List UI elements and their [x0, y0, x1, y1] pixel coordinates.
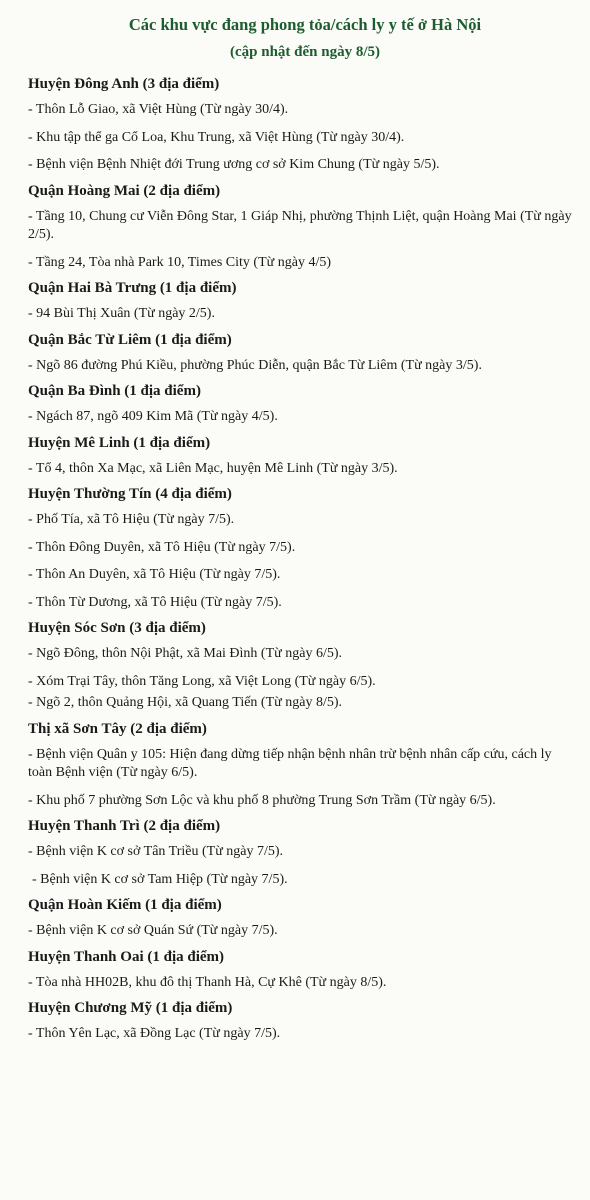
- location-entry: - Thôn Lỗ Giao, xã Việt Hùng (Từ ngày 30/4).: [28, 102, 289, 117]
- location-entry: - Thôn Từ Dương, xã Tô Hiệu (Từ ngày 7/5).: [28, 594, 282, 610]
- district-heading: Huyện Thường Tín (4 địa điểm): [28, 486, 232, 502]
- location-entry: - Khu tập thể ga Cổ Loa, Khu Trung, xã Việt Hùng (Từ ngày 30/4).: [28, 129, 405, 145]
- location-entry: - Khu phố 7 phường Sơn Lộc và khu phố 8 phường Trung Sơn Trầm (Từ ngày 6/5).: [28, 792, 496, 808]
- location-entry: - Bệnh viện K cơ sở Tân Triều (Từ ngày 7/5).: [28, 844, 284, 859]
- district-section: [28, 429, 572, 479]
- district-section: [28, 326, 572, 376]
- location-entry: - 94 Bùi Thị Xuân (Từ ngày 2/5).: [28, 306, 215, 321]
- district-section: [28, 480, 572, 612]
- district-heading: Huyện Sóc Sơn (3 địa điểm): [28, 620, 206, 636]
- location-entry: - Bệnh viện Quân y 105: Hiện đang dừng tiếp nhận bệnh nhân trừ bệnh nhân cấp cứu, cách ly toàn Bệnh viện (Từ ngày 6/5).: [28, 746, 552, 780]
- district-heading: Quận Hoàng Mai (2 địa điểm): [28, 182, 221, 199]
- location-entry: - Xóm Trại Tây, thôn Tăng Long, xã Việt Long (Từ ngày 6/5).: [28, 673, 376, 689]
- location-entry: - Thôn An Duyên, xã Tô Hiệu (Từ ngày 7/5).: [28, 567, 281, 582]
- district-heading: Huyện Chương Mỹ (1 địa điểm): [28, 1000, 233, 1016]
- location-entry: - Tổ 4, thôn Xa Mạc, xã Liên Mạc, huyện Mê Linh (Từ ngày 3/5).: [28, 460, 398, 476]
- location-entry: - Ngõ Đông, thôn Nội Phật, xã Mai Đình (Từ ngày 6/5).: [28, 646, 342, 661]
- district-heading: Quận Bắc Từ Liêm (1 địa điểm): [28, 331, 232, 348]
- page-title: Các khu vực đang phong tỏa/cách ly y tế ở Hà Nội: [128, 15, 482, 34]
- district-section: [28, 715, 572, 811]
- district-section: [28, 377, 572, 427]
- district-heading: Quận Hoàn Kiếm (1 địa điểm): [28, 897, 222, 913]
- location-entry: - Ngõ 86 đường Phú Kiều, phường Phúc Diễn, quận Bắc Từ Liêm (Từ ngày 3/5).: [28, 357, 482, 373]
- district-section: [28, 943, 572, 993]
- location-entry: - Tầng 10, Chung cư Viễn Đông Star, 1 Giáp Nhị, phường Thịnh Liệt, quận Hoàng Mai (Từ ngày 2/5).: [28, 208, 572, 242]
- district-heading: Huyện Đông Anh (3 địa điểm): [28, 76, 220, 92]
- location-entry: - Bệnh viện Bệnh Nhiệt đới Trung ương cơ sở Kim Chung (Từ ngày 5/5).: [28, 157, 440, 172]
- location-entry: - Phố Tía, xã Tô Hiệu (Từ ngày 7/5).: [28, 512, 235, 527]
- district-heading: Huyện Thanh Oai (1 địa điểm): [28, 948, 225, 965]
- district-section: [28, 70, 572, 175]
- district-section: [28, 891, 572, 941]
- district-heading: Huyện Thanh Trì (2 địa điểm): [28, 818, 221, 834]
- location-entry: - Bệnh viện K cơ sở Tam Hiệp (Từ ngày 7/5).: [32, 871, 288, 887]
- district-section: [28, 177, 572, 273]
- location-entry: - Tầng 24, Tòa nhà Park 10, Times City (Từ ngày 4/5): [28, 254, 331, 270]
- district-section: [28, 994, 572, 1044]
- location-entry: - Ngõ 2, thôn Quảng Hội, xã Quang Tiến (Từ ngày 8/5).: [28, 695, 343, 710]
- district-list: [28, 70, 572, 1044]
- district-heading: Huyện Mê Linh (1 địa điểm): [28, 434, 211, 451]
- location-entry: - Thôn Yên Lạc, xã Đồng Lạc (Từ ngày 7/5).: [28, 1026, 281, 1041]
- location-entry: - Tòa nhà HH02B, khu đô thị Thanh Hà, Cự Khê (Từ ngày 8/5).: [28, 974, 387, 990]
- district-section: [28, 274, 572, 324]
- district-heading: Thị xã Sơn Tây (2 địa điểm): [28, 720, 207, 737]
- district-section: [28, 812, 572, 889]
- location-entry: - Bệnh viện K cơ sở Quán Sứ (Từ ngày 7/5).: [28, 923, 278, 938]
- district-heading: Quận Ba Đình (1 địa điểm): [28, 383, 201, 399]
- location-entry: - Ngách 87, ngõ 409 Kim Mã (Từ ngày 4/5).: [28, 409, 278, 424]
- district-heading: Quận Hai Bà Trưng (1 địa điểm): [28, 280, 237, 296]
- page-subtitle: (cập nhật đến ngày 8/5): [229, 44, 381, 60]
- district-section: [28, 614, 572, 713]
- location-entry: - Thôn Đông Duyên, xã Tô Hiệu (Từ ngày 7/5).: [28, 539, 296, 555]
